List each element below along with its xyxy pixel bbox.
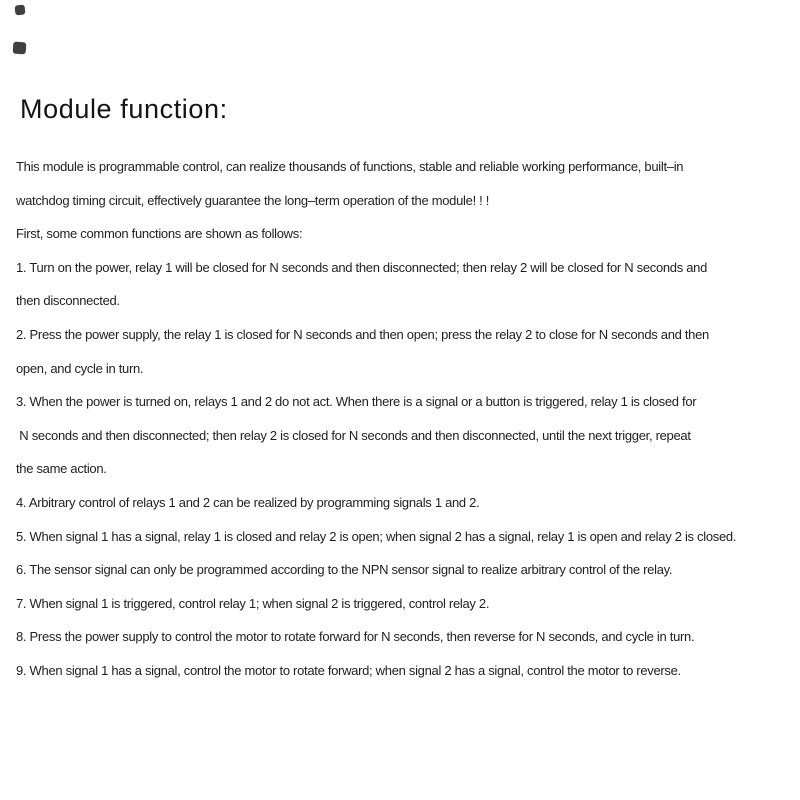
text-line: 9. When signal 1 has a signal, control the motor to rotate forward; when signal 2 has a signal, control the motor to reverse. [16,662,681,678]
text-line: 8. Press the power supply to control the motor to rotate forward for N seconds, then reverse for N seconds, and cycle in turn. [16,629,695,645]
text-line: open, and cycle in turn. [16,360,144,376]
module-function-text [16,150,800,688]
text-line: 1. Turn on the power, relay 1 will be closed for N seconds and then disconnected; then relay 2 will be closed for N seconds and [16,259,708,275]
text-line: 5. When signal 1 has a signal, relay 1 is closed and relay 2 is open; when signal 2 has a signal, relay 1 is open and relay 2 is closed. [16,528,737,544]
stray-ink-mark-bottom [13,42,27,55]
text-line: N seconds and then disconnected; then relay 2 is closed for N seconds and then disconnected, until the next trigger, repeat [16,427,691,443]
text-line: the same action. [16,461,107,477]
text-line: 2. Press the power supply, the relay 1 is closed for N seconds and then open; press the relay 2 to close for N seconds and then [16,326,709,342]
text-line: 7. When signal 1 is triggered, control relay 1; when signal 2 is triggered, control relay 2. [16,595,490,611]
text-line: 4. Arbitrary control of relays 1 and 2 can be realized by programming signals 1 and 2. [16,494,480,510]
stray-ink-mark-top [15,5,26,16]
page-title: Module function: [20,94,228,124]
text-line: watchdog timing circuit, effectively guarantee the long–term operation of the module! ! ! [16,192,490,208]
text-line: First, some common functions are shown as follows: [16,226,303,242]
text-line: then disconnected. [16,293,120,309]
text-line: This module is programmable control, can realize thousands of functions, stable and reliable working performance, built–in [16,159,684,174]
text-line: 6. The sensor signal can only be programmed according to the NPN sensor signal to realize arbitrary control of the relay. [16,562,673,578]
text-line: 3. When the power is turned on, relays 1 and 2 do not act. When there is a signal or a button is triggered, relay 1 is closed for [16,394,697,410]
